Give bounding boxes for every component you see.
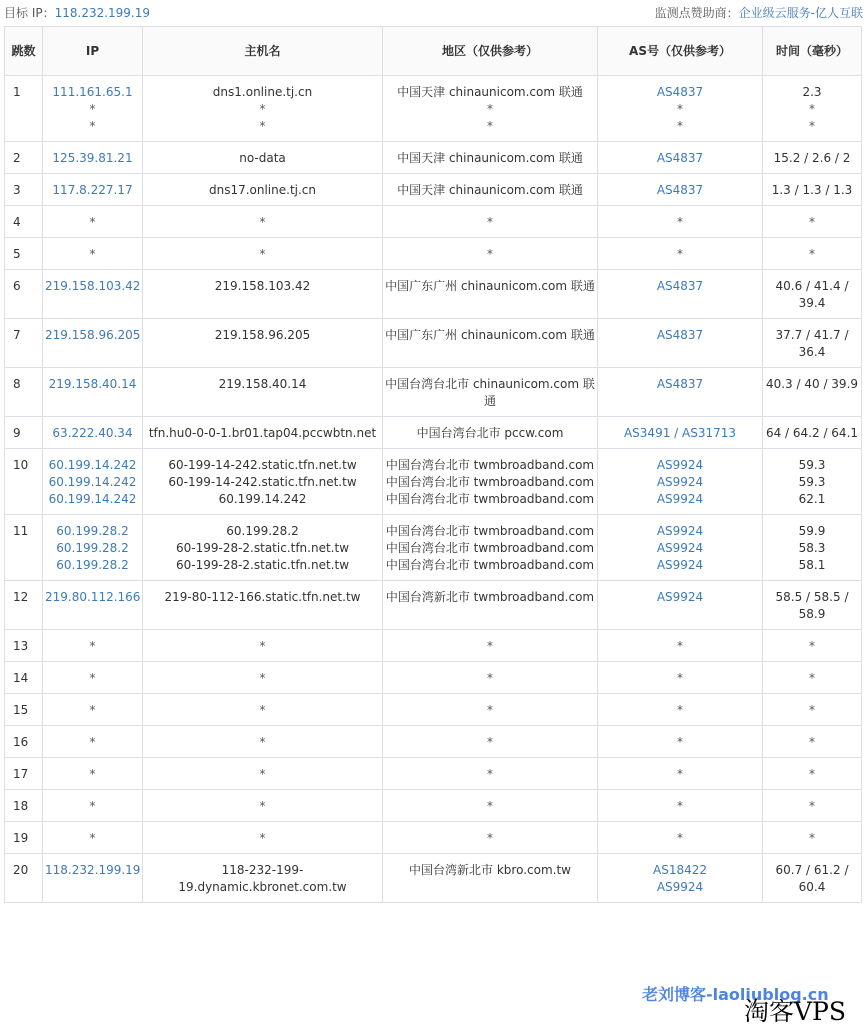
as-number[interactable]: AS9924	[656, 590, 704, 604]
table-header-row	[5, 27, 862, 76]
hop-number: 5	[5, 238, 43, 270]
ip-address[interactable]: 118.232.199.19	[45, 863, 141, 877]
table-row	[5, 206, 862, 238]
hostname-cell	[143, 758, 383, 790]
latency-cell	[763, 449, 862, 515]
as-number-cell	[598, 449, 763, 515]
ip-address[interactable]: 60.199.28.2	[56, 541, 129, 555]
region: *	[487, 247, 493, 261]
region: 中国台湾台北市 twmbroadband.com	[385, 558, 595, 572]
ip-address-cell	[43, 368, 143, 417]
latency-cell	[763, 76, 862, 142]
hop-number: 9	[5, 417, 43, 449]
ip-address-cell	[43, 822, 143, 854]
hostname: *	[259, 639, 266, 653]
as-number[interactable]: AS9924	[656, 558, 704, 572]
hop-number: 15	[5, 694, 43, 726]
ip-address-cell	[43, 270, 143, 319]
ip-address[interactable]: 60.199.14.242	[48, 492, 137, 506]
hop-number: 4	[5, 206, 43, 238]
ip-address-cell	[43, 630, 143, 662]
as-number-cell	[598, 238, 763, 270]
watermark-blog: 老刘博客-laoliublog.cn	[642, 985, 829, 1004]
sponsor-info	[655, 4, 863, 21]
as-number-cell	[598, 142, 763, 174]
latency: 58.3	[798, 541, 826, 555]
hostname: *	[259, 102, 266, 116]
col-header-time: 时间（毫秒）	[763, 27, 862, 76]
ip-address[interactable]: 60.199.28.2	[56, 524, 129, 538]
hostname-cell	[143, 270, 383, 319]
as-number[interactable]: AS9924	[656, 880, 704, 894]
ip-address[interactable]: 60.199.14.242	[48, 458, 137, 472]
hostname-cell	[143, 694, 383, 726]
latency-cell	[763, 515, 862, 581]
top-bar	[0, 0, 867, 24]
latency: 59.3	[798, 475, 826, 489]
ip-address: *	[89, 767, 96, 781]
region: 中国广东广州 chinaunicom.com 联通	[385, 328, 595, 342]
region-cell	[383, 822, 598, 854]
table-row	[5, 854, 862, 903]
hostname: 60-199-14-242.static.tfn.net.tw	[168, 475, 357, 489]
as-number[interactable]: AS4837	[656, 151, 704, 165]
hostname-cell	[143, 174, 383, 206]
hostname: 60-199-28-2.static.tfn.net.tw	[175, 558, 350, 572]
col-header-ip: IP	[43, 27, 143, 76]
as-number-cell	[598, 515, 763, 581]
as-number-cell	[598, 417, 763, 449]
table-row	[5, 174, 862, 206]
hostname: tfn.hu0-0-0-1.br01.tap04.pccwbtn.net	[148, 426, 377, 440]
region: 中国天津 chinaunicom.com 联通	[397, 183, 583, 197]
region: *	[487, 703, 493, 717]
region: 中国天津 chinaunicom.com 联通	[397, 151, 583, 165]
table-row	[5, 368, 862, 417]
ip-address-cell	[43, 417, 143, 449]
as-number-cell	[598, 662, 763, 694]
ip-address: *	[89, 119, 96, 133]
ip-address-cell	[43, 174, 143, 206]
hostname-cell	[143, 854, 383, 903]
ip-address[interactable]: 219.158.96.205	[45, 328, 141, 342]
as-number: *	[677, 767, 683, 781]
as-number: *	[677, 247, 683, 261]
region: *	[487, 639, 493, 653]
hostname: *	[259, 671, 266, 685]
ip-address-cell	[43, 581, 143, 630]
hostname: 219.158.40.14	[218, 377, 307, 391]
sponsor-label: 监测点赞助商：	[654, 6, 739, 20]
traceroute-table	[4, 26, 862, 903]
hop-number: 19	[5, 822, 43, 854]
hop-number: 11	[5, 515, 43, 581]
ip-address-cell	[43, 206, 143, 238]
as-number-cell	[598, 630, 763, 662]
as-number-cell	[598, 206, 763, 238]
ip-address-cell	[43, 854, 143, 903]
latency: 40.3 / 40 / 39.9	[765, 377, 859, 391]
region: *	[487, 215, 493, 229]
table-row	[5, 142, 862, 174]
latency: *	[809, 767, 815, 781]
as-number-cell	[598, 76, 763, 142]
as-number-cell	[598, 368, 763, 417]
region-cell	[383, 319, 598, 368]
latency: *	[809, 639, 815, 653]
hostname: 219.158.96.205	[214, 328, 311, 342]
region: 中国台湾台北市 twmbroadband.com	[385, 492, 595, 506]
latency-cell	[763, 368, 862, 417]
hostname-cell	[143, 206, 383, 238]
as-number: *	[677, 735, 683, 749]
region: 中国广东广州 chinaunicom.com 联通	[385, 279, 595, 293]
latency: *	[809, 215, 815, 229]
as-number[interactable]: AS9924	[656, 541, 704, 555]
hop-number: 13	[5, 630, 43, 662]
region-cell	[383, 726, 598, 758]
as-number[interactable]: AS9924	[656, 492, 704, 506]
region-cell	[383, 790, 598, 822]
as-number-cell	[598, 319, 763, 368]
ip-address-cell	[43, 449, 143, 515]
hostname-cell	[143, 662, 383, 694]
latency-cell	[763, 790, 862, 822]
as-number-cell	[598, 726, 763, 758]
latency-cell	[763, 822, 862, 854]
hostname: 219-80-112-166.static.tfn.net.tw	[164, 590, 361, 604]
ip-address[interactable]: 125.39.81.21	[52, 151, 133, 165]
latency: 40.6 / 41.4 / 39.4	[775, 279, 849, 310]
ip-address-cell	[43, 76, 143, 142]
hop-number: 8	[5, 368, 43, 417]
table-row	[5, 515, 862, 581]
latency: 58.5 / 58.5 / 58.9	[775, 590, 849, 621]
latency: *	[809, 799, 815, 813]
latency: 2.3	[802, 85, 822, 99]
as-number-cell	[598, 581, 763, 630]
latency-cell	[763, 238, 862, 270]
table-row	[5, 726, 862, 758]
hop-number: 20	[5, 854, 43, 903]
hostname: 60.199.14.242	[218, 492, 307, 506]
ip-address: *	[89, 671, 96, 685]
ip-address[interactable]: 111.161.65.1	[52, 85, 133, 99]
as-number-cell	[598, 854, 763, 903]
latency: *	[809, 703, 815, 717]
hostname: *	[259, 767, 266, 781]
latency-cell	[763, 142, 862, 174]
hostname-cell	[143, 515, 383, 581]
hop-number: 14	[5, 662, 43, 694]
target-ip-label: 目标 IP：	[4, 6, 55, 20]
as-number: *	[677, 215, 683, 229]
ip-address: *	[89, 639, 96, 653]
hostname: no-data	[239, 151, 286, 165]
hostname: *	[259, 735, 266, 749]
ip-address[interactable]: 219.158.40.14	[48, 377, 137, 391]
hostname: *	[259, 703, 266, 717]
table-row	[5, 417, 862, 449]
hostname: 118-232-199-19.dynamic.kbronet.com.tw	[178, 863, 347, 894]
ip-address[interactable]: 219.80.112.166	[45, 590, 141, 604]
latency: *	[809, 247, 815, 261]
region-cell	[383, 515, 598, 581]
latency-cell	[763, 854, 862, 903]
ip-address-cell	[43, 694, 143, 726]
table-row	[5, 790, 862, 822]
ip-address-cell	[43, 142, 143, 174]
ip-address[interactable]: 60.199.14.242	[48, 475, 137, 489]
as-number: *	[677, 639, 683, 653]
ip-address: *	[89, 247, 96, 261]
table-row	[5, 270, 862, 319]
region: 中国台湾台北市 pccw.com	[416, 426, 564, 440]
hop-number: 17	[5, 758, 43, 790]
latency: 59.3	[798, 458, 826, 472]
as-number: *	[677, 799, 683, 813]
as-number: *	[677, 119, 683, 133]
hostname: 60-199-14-242.static.tfn.net.tw	[168, 458, 357, 472]
region-cell	[383, 854, 598, 903]
region-cell	[383, 174, 598, 206]
hostname: *	[259, 247, 266, 261]
latency-cell	[763, 417, 862, 449]
as-number-cell	[598, 822, 763, 854]
hop-number: 18	[5, 790, 43, 822]
col-header-as: AS号（仅供参考）	[598, 27, 763, 76]
region-cell	[383, 758, 598, 790]
ip-address-cell	[43, 726, 143, 758]
hostname: *	[259, 119, 266, 133]
as-number[interactable]: AS4837	[656, 85, 704, 99]
as-number[interactable]: AS9924	[656, 475, 704, 489]
target-ip-info	[4, 4, 150, 21]
latency: *	[809, 119, 815, 133]
ip-address: *	[89, 102, 96, 116]
region-cell	[383, 581, 598, 630]
latency-cell	[763, 319, 862, 368]
hostname: 219.158.103.42	[214, 279, 311, 293]
watermark-vps: 淘客VPS	[744, 997, 847, 1026]
table-row	[5, 662, 862, 694]
latency: 62.1	[798, 492, 826, 506]
as-number[interactable]: AS4837	[656, 279, 704, 293]
latency-cell	[763, 726, 862, 758]
ip-address: *	[89, 799, 96, 813]
region-cell	[383, 662, 598, 694]
latency-cell	[763, 270, 862, 319]
latency: 64 / 64.2 / 64.1	[765, 426, 859, 440]
ip-address: *	[89, 831, 96, 845]
hostname-cell	[143, 368, 383, 417]
table-row	[5, 758, 862, 790]
ip-address-cell	[43, 662, 143, 694]
hop-number: 3	[5, 174, 43, 206]
region-cell	[383, 76, 598, 142]
hop-number: 16	[5, 726, 43, 758]
region-cell	[383, 630, 598, 662]
hostname: *	[259, 831, 266, 845]
sponsor-link[interactable]: 企业级云服务-亿人互联	[738, 6, 863, 20]
hostname-cell	[143, 822, 383, 854]
region: *	[487, 119, 493, 133]
region: 中国台湾新北市 twmbroadband.com	[385, 590, 595, 604]
latency: 58.1	[798, 558, 826, 572]
ip-address-cell	[43, 758, 143, 790]
table-row	[5, 694, 862, 726]
as-number-cell	[598, 758, 763, 790]
as-number[interactable]: AS3491 / AS31713	[623, 426, 737, 440]
region-cell	[383, 238, 598, 270]
region-cell	[383, 368, 598, 417]
hop-number: 6	[5, 270, 43, 319]
hostname: dns17.online.tj.cn	[208, 183, 317, 197]
hostname-cell	[143, 630, 383, 662]
as-number-cell	[598, 694, 763, 726]
latency-cell	[763, 581, 862, 630]
latency: *	[809, 102, 815, 116]
latency-cell	[763, 758, 862, 790]
table-row	[5, 449, 862, 515]
ip-address-cell	[43, 515, 143, 581]
region: 中国台湾台北市 twmbroadband.com	[385, 541, 595, 555]
region-cell	[383, 206, 598, 238]
table-row	[5, 76, 862, 142]
latency: *	[809, 671, 815, 685]
hop-number: 7	[5, 319, 43, 368]
region: 中国台湾台北市 twmbroadband.com	[385, 475, 595, 489]
latency: 15.2 / 2.6 / 2	[773, 151, 851, 165]
table-row	[5, 238, 862, 270]
ip-address: *	[89, 735, 96, 749]
hostname-cell	[143, 142, 383, 174]
hostname: 60.199.28.2	[226, 524, 299, 538]
latency-cell	[763, 174, 862, 206]
region: *	[487, 735, 493, 749]
region: 中国台湾台北市 chinaunicom.com 联通	[385, 377, 595, 408]
table-row	[5, 581, 862, 630]
as-number[interactable]: AS4837	[656, 377, 704, 391]
as-number: *	[677, 831, 683, 845]
as-number: *	[677, 671, 683, 685]
ip-address-cell	[43, 319, 143, 368]
hostname: *	[259, 799, 266, 813]
region: 中国台湾台北市 twmbroadband.com	[385, 524, 595, 538]
latency: *	[809, 831, 815, 845]
hop-number: 1	[5, 76, 43, 142]
latency: 37.7 / 41.7 / 36.4	[775, 328, 849, 359]
as-number[interactable]: AS4837	[656, 183, 704, 197]
hostname-cell	[143, 581, 383, 630]
latency: 1.3 / 1.3 / 1.3	[771, 183, 853, 197]
hostname: *	[259, 215, 266, 229]
latency-cell	[763, 662, 862, 694]
region: *	[487, 767, 493, 781]
hostname-cell	[143, 319, 383, 368]
hop-number: 2	[5, 142, 43, 174]
region-cell	[383, 694, 598, 726]
region-cell	[383, 449, 598, 515]
region-cell	[383, 417, 598, 449]
table-body	[5, 76, 862, 903]
as-number[interactable]: AS18422	[653, 863, 707, 877]
latency: *	[809, 735, 815, 749]
region-cell	[383, 270, 598, 319]
ip-address: *	[89, 215, 96, 229]
hostname: dns1.online.tj.cn	[212, 85, 313, 99]
as-number-cell	[598, 174, 763, 206]
hostname-cell	[143, 238, 383, 270]
hostname-cell	[143, 790, 383, 822]
ip-address-cell	[43, 238, 143, 270]
table-row	[5, 630, 862, 662]
region: *	[487, 831, 493, 845]
hop-number: 12	[5, 581, 43, 630]
as-number: *	[677, 703, 683, 717]
ip-address-cell	[43, 790, 143, 822]
hostname-cell	[143, 726, 383, 758]
ip-address[interactable]: 63.222.40.34	[52, 426, 133, 440]
region: 中国天津 chinaunicom.com 联通	[397, 85, 583, 99]
col-header-host: 主机名	[143, 27, 383, 76]
target-ip-value: 118.232.199.19	[54, 6, 151, 20]
as-number[interactable]: AS9924	[656, 458, 704, 472]
as-number-cell	[598, 790, 763, 822]
as-number[interactable]: AS4837	[656, 328, 704, 342]
hostname-cell	[143, 417, 383, 449]
table-row	[5, 822, 862, 854]
region: *	[487, 102, 493, 116]
hostname: 60-199-28-2.static.tfn.net.tw	[175, 541, 350, 555]
region-cell	[383, 142, 598, 174]
latency: 59.9	[798, 524, 826, 538]
ip-address[interactable]: 219.158.103.42	[45, 279, 141, 293]
as-number: *	[677, 102, 683, 116]
hop-number: 10	[5, 449, 43, 515]
latency-cell	[763, 206, 862, 238]
latency: 60.7 / 61.2 / 60.4	[775, 863, 849, 894]
latency-cell	[763, 630, 862, 662]
as-number-cell	[598, 270, 763, 319]
hostname-cell	[143, 449, 383, 515]
region: *	[487, 671, 493, 685]
region: *	[487, 799, 493, 813]
hostname-cell	[143, 76, 383, 142]
col-header-hop: 跳数	[5, 27, 43, 76]
ip-address: *	[89, 703, 96, 717]
col-header-region: 地区（仅供参考）	[383, 27, 598, 76]
latency-cell	[763, 694, 862, 726]
region: 中国台湾新北市 kbro.com.tw	[409, 863, 571, 877]
table-row	[5, 319, 862, 368]
as-number[interactable]: AS9924	[656, 524, 704, 538]
ip-address[interactable]: 60.199.28.2	[56, 558, 129, 572]
ip-address[interactable]: 117.8.227.17	[52, 183, 133, 197]
region: 中国台湾台北市 twmbroadband.com	[385, 458, 595, 472]
